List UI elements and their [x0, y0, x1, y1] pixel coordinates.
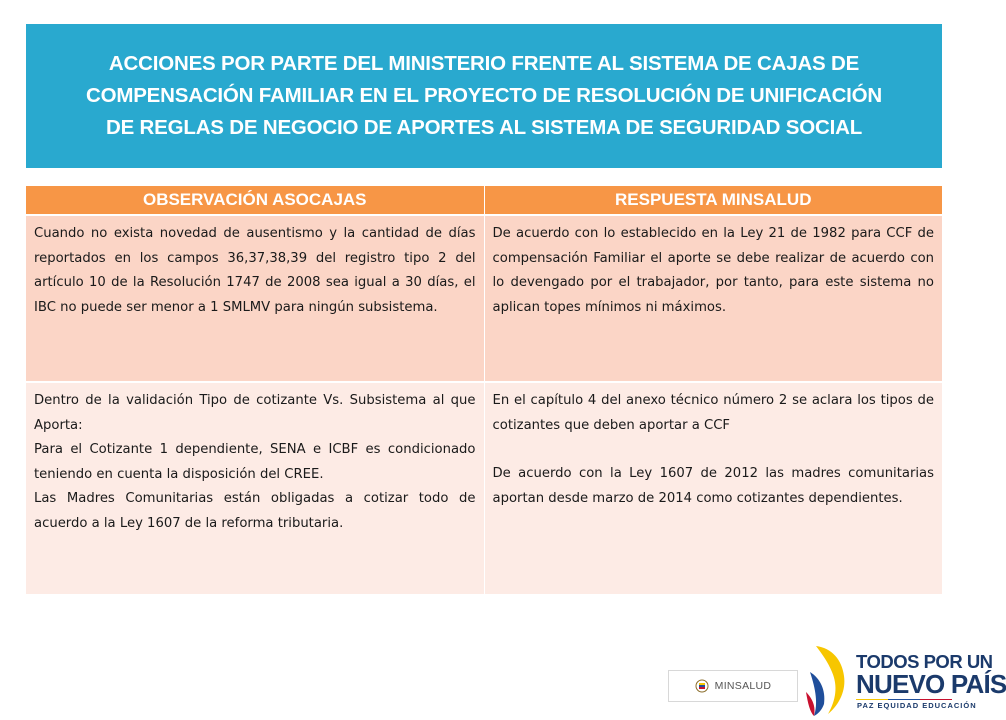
flag-swoosh-icon: [806, 642, 854, 718]
slogan-line-2: NUEVO PAÍS: [856, 669, 1006, 699]
table-header-row: [26, 186, 942, 215]
cell-paragraph: Dentro de la validación Tipo de cotizante Vs. Subsistema al que Aporta:: [34, 393, 476, 433]
page-title: [86, 48, 882, 144]
table-row: [26, 215, 942, 382]
observation-cell: [26, 382, 484, 594]
observations-table: [26, 186, 942, 594]
slogan-color-bar: [856, 699, 952, 700]
slogan-line-1: TODOS POR UN: [856, 651, 993, 672]
minsalud-logo: [668, 670, 798, 702]
response-cell: [484, 382, 942, 594]
cell-paragraph: Cuando no exista novedad de ausentismo y la cantidad de días reportados en los campos 36,37,38,39 del registro tipo 2 del artículo 10 de la Resolución 1747 de 2008 sea igual a 30 días, el IBC no puede ser menor a 1 SMLMV para ningún subsistema.: [34, 226, 476, 315]
title-line-2: COMPENSACIÓN FAMILIAR EN EL PROYECTO DE RESOLUCIÓN DE UNIFICACIÓN: [85, 84, 883, 107]
cell-paragraph: De acuerdo con la Ley 1607 de 2012 las madres comunitarias aportan desde marzo de 2014 como cotizantes dependientes.: [492, 466, 934, 506]
cell-paragraph: En el capítulo 4 del anexo técnico número 2 se aclara los tipos de cotizantes que deben aportar a CCF: [492, 393, 934, 433]
cell-paragraph: Las Madres Comunitarias están obligadas a cotizar todo de acuerdo a la Ley 1607 de la reforma tributaria.: [34, 491, 476, 531]
header-observacion: OBSERVACIÓN ASOCAJAS: [26, 186, 484, 215]
cell-paragraph: De acuerdo con lo establecido en la Ley 21 de 1982 para CCF de compensación Familiar el aporte se debe realizar de acuerdo con lo devengado por el trabajador, por tanto, para este sistema no aplican topes mínimos ni máximos.: [492, 226, 934, 315]
cell-paragraph: Para el Cotizante 1 dependiente, SENA e ICBF es condicionado teniendo en cuenta la disposición del CREE.: [34, 442, 476, 482]
title-banner: [26, 24, 942, 168]
table-row: [26, 382, 942, 594]
title-line-3: DE REGLAS DE NEGOCIO DE APORTES AL SISTEMA DE SEGURIDAD SOCIAL: [105, 116, 863, 139]
paragraph-gap: [493, 438, 935, 462]
minsalud-label: MINSALUD: [714, 680, 772, 692]
header-respuesta: RESPUESTA MINSALUD: [484, 186, 942, 215]
coat-of-arms-icon: [695, 679, 709, 693]
footer-logos: [660, 640, 1006, 720]
title-line-1: ACCIONES POR PARTE DEL MINISTERIO FRENTE AL SISTEMA DE CAJAS DE: [108, 52, 860, 75]
slogan-line-3: PAZ EQUIDAD EDUCACIÓN: [857, 701, 977, 710]
response-cell: [484, 215, 942, 382]
observation-cell: [26, 215, 484, 382]
